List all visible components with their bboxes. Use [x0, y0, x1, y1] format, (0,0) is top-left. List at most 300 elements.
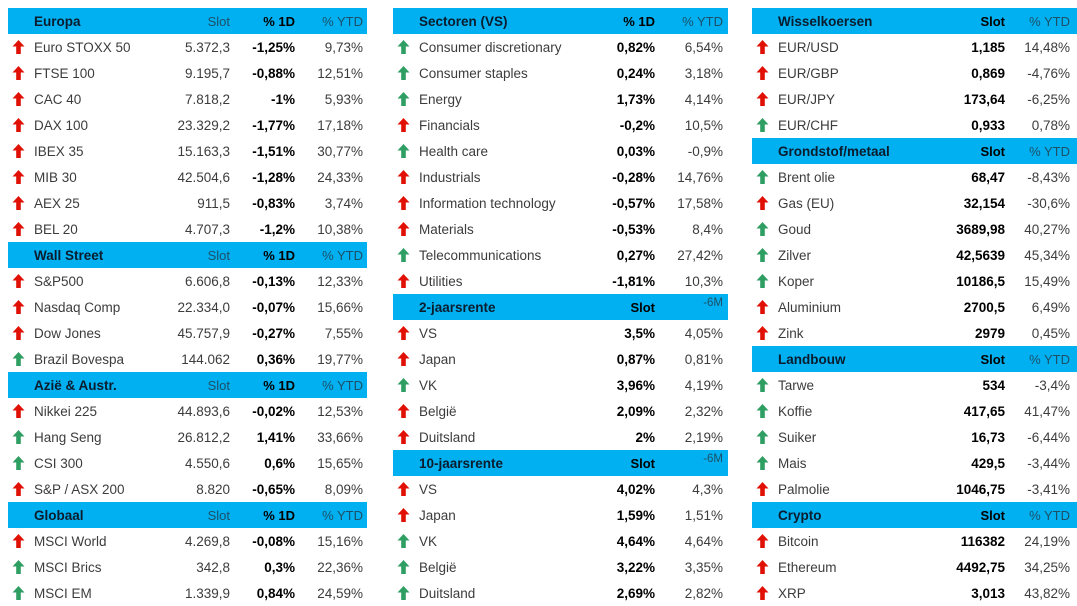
up-arrow-icon [393, 40, 419, 54]
table-row[interactable] [393, 580, 728, 606]
instrument-name: Tarwe [778, 377, 815, 393]
down-arrow-icon [8, 66, 34, 80]
table-row[interactable] [752, 528, 1077, 554]
ytd-value: 10,38% [317, 221, 363, 237]
table-row[interactable] [393, 320, 728, 346]
change-1d-value: -1,51% [252, 143, 295, 159]
column-fx-commodities-crypto [752, 8, 1077, 606]
up-arrow-icon [393, 560, 419, 574]
section-header [752, 8, 1077, 34]
change-1d-value: -1% [270, 91, 295, 107]
ytd-value: 24,33% [317, 169, 363, 185]
section-title: Europa [34, 13, 81, 29]
change-1d-value: -0,53% [612, 221, 655, 237]
table-row[interactable] [393, 372, 728, 398]
ytd-value: 0,45% [1031, 325, 1070, 341]
slot-value: 4.269,8 [184, 533, 230, 549]
header-change-1d-label: % 1D [263, 247, 295, 263]
table-row[interactable] [752, 60, 1077, 86]
instrument-name: DAX 100 [34, 117, 89, 133]
instrument-name: Aluminium [778, 299, 842, 315]
table-row[interactable] [393, 138, 728, 164]
down-arrow-icon [393, 404, 419, 418]
table-row[interactable] [393, 476, 728, 502]
section-rows [752, 164, 1077, 346]
header-change-1d-label: Slot [630, 299, 655, 315]
section-title: Wisselkoersen [778, 13, 873, 29]
ytd-value: 3,18% [684, 65, 723, 81]
slot-value: 4.707,3 [184, 221, 230, 237]
slot-value: 9.195,7 [184, 65, 230, 81]
table-row[interactable] [393, 346, 728, 372]
header-change-1d-label: % 1D [263, 377, 295, 393]
section-title: 2-jaarsrente [419, 299, 496, 315]
up-arrow-icon [752, 404, 778, 418]
change-1d-value: -1,28% [252, 169, 295, 185]
instrument-name: Materials [419, 221, 474, 237]
section-title: Landbouw [778, 351, 846, 367]
header-ytd-label: -6M [703, 297, 723, 309]
header-slot-label: Slot [207, 377, 230, 393]
ytd-value: 14,76% [677, 169, 723, 185]
table-row[interactable] [752, 190, 1077, 216]
header-slot-label: Slot [207, 507, 230, 523]
market-dashboard [8, 8, 1077, 606]
header-change-1d-label: Slot [980, 143, 1005, 159]
table-row[interactable] [8, 294, 367, 320]
table-row[interactable] [8, 398, 367, 424]
section-title: Wall Street [34, 247, 104, 263]
ytd-value: -6,44% [1027, 429, 1070, 445]
section-rows [752, 528, 1077, 606]
down-arrow-icon [8, 326, 34, 340]
slot-value: 15.163,3 [177, 143, 230, 159]
instrument-name: EUR/CHF [778, 117, 838, 133]
table-row[interactable] [8, 528, 367, 554]
instrument-name: AEX 25 [34, 195, 80, 211]
down-arrow-icon [393, 352, 419, 366]
section-header [8, 8, 367, 34]
change-1d-value: 2979 [974, 325, 1005, 341]
instrument-name: Industrials [419, 169, 481, 185]
up-arrow-icon [8, 560, 34, 574]
table-row[interactable] [393, 528, 728, 554]
section-title: Crypto [778, 507, 822, 523]
ytd-value: 10,3% [684, 273, 723, 289]
ytd-value: 9,73% [324, 39, 363, 55]
down-arrow-icon [8, 482, 34, 496]
instrument-name: Financials [419, 117, 480, 133]
down-arrow-icon [8, 170, 34, 184]
change-1d-value: -1,2% [259, 221, 295, 237]
section-header [752, 138, 1077, 164]
ytd-value: 24,19% [1024, 533, 1070, 549]
ytd-value: 14,48% [1024, 39, 1070, 55]
change-1d-value: 0,933 [971, 117, 1005, 133]
instrument-name: Nikkei 225 [34, 403, 98, 419]
section-header [393, 450, 728, 476]
instrument-name: VK [419, 377, 438, 393]
instrument-name: XRP [778, 585, 806, 601]
instrument-name: IBEX 35 [34, 143, 84, 159]
section-title: Sectoren (VS) [419, 13, 508, 29]
table-row[interactable] [8, 476, 367, 502]
up-arrow-icon [8, 456, 34, 470]
table-row[interactable] [8, 346, 367, 372]
table-row[interactable] [393, 554, 728, 580]
instrument-name: Consumer discretionary [419, 39, 562, 55]
market-section [752, 502, 1077, 606]
table-row[interactable] [8, 580, 367, 606]
market-section [8, 8, 367, 242]
slot-value: 911,5 [197, 195, 230, 211]
change-1d-value: 3,013 [971, 585, 1005, 601]
instrument-name: Dow Jones [34, 325, 101, 341]
change-1d-value: -1,25% [252, 39, 295, 55]
change-1d-value: 2,69% [616, 585, 655, 601]
up-arrow-icon [393, 92, 419, 106]
section-header [8, 502, 367, 528]
table-row[interactable] [8, 450, 367, 476]
section-header [8, 242, 367, 268]
header-ytd-label: % YTD [322, 13, 363, 29]
ytd-value: 3,74% [324, 195, 363, 211]
table-row[interactable] [393, 502, 728, 528]
slot-value: 45.757,9 [177, 325, 230, 341]
ytd-value: 34,25% [1024, 559, 1070, 575]
header-ytd-label: % YTD [322, 507, 363, 523]
table-row[interactable] [752, 216, 1077, 242]
down-arrow-icon [8, 404, 34, 418]
ytd-value: 12,33% [317, 273, 363, 289]
column-sectors-rates [393, 8, 728, 606]
ytd-value: 30,77% [317, 143, 363, 159]
table-row[interactable] [8, 112, 367, 138]
section-title: Azië & Austr. [34, 377, 117, 393]
table-row[interactable] [752, 450, 1077, 476]
instrument-name: S&P500 [34, 273, 84, 289]
table-row[interactable] [752, 320, 1077, 346]
down-arrow-icon [8, 118, 34, 132]
header-ytd-label: % YTD [1029, 143, 1070, 159]
ytd-value: -3,41% [1027, 481, 1070, 497]
ytd-value: 4,19% [684, 377, 723, 393]
change-1d-value: -0,83% [252, 195, 295, 211]
down-arrow-icon [393, 430, 419, 444]
table-row[interactable] [752, 476, 1077, 502]
change-1d-value: 16,73 [971, 429, 1005, 445]
slot-value: 8.820 [196, 481, 230, 497]
ytd-value: 24,59% [317, 585, 363, 601]
change-1d-value: 3,5% [624, 325, 655, 341]
section-header [752, 346, 1077, 372]
ytd-value: 17,58% [677, 195, 723, 211]
instrument-name: MSCI EM [34, 585, 92, 601]
down-arrow-icon [393, 326, 419, 340]
section-header [752, 502, 1077, 528]
instrument-name: MIB 30 [34, 169, 77, 185]
down-arrow-icon [752, 586, 778, 600]
down-arrow-icon [8, 534, 34, 548]
down-arrow-icon [8, 40, 34, 54]
header-change-1d-label: % 1D [623, 13, 655, 29]
slot-value: 23.329,2 [177, 117, 230, 133]
instrument-name: Koper [778, 273, 815, 289]
ytd-value: -3,4% [1034, 377, 1070, 393]
instrument-name: EUR/USD [778, 39, 839, 55]
table-row[interactable] [752, 580, 1077, 606]
change-1d-value: 2% [635, 429, 655, 445]
up-arrow-icon [752, 274, 778, 288]
change-1d-value: 0,6% [264, 455, 295, 471]
ytd-value: 1,51% [684, 507, 723, 523]
change-1d-value: 3,22% [616, 559, 655, 575]
change-1d-value: -0,27% [252, 325, 295, 341]
section-header [393, 8, 728, 34]
instrument-name: Mais [778, 455, 807, 471]
down-arrow-icon [752, 326, 778, 340]
down-arrow-icon [752, 196, 778, 210]
ytd-value: 15,66% [317, 299, 363, 315]
instrument-name: MSCI Brics [34, 559, 102, 575]
table-row[interactable] [752, 34, 1077, 60]
change-1d-value: 0,36% [256, 351, 295, 367]
ytd-value: 15,49% [1024, 273, 1070, 289]
down-arrow-icon [393, 196, 419, 210]
instrument-name: Nasdaq Comp [34, 299, 121, 315]
ytd-value: 33,66% [317, 429, 363, 445]
ytd-value: 40,27% [1024, 221, 1070, 237]
table-row[interactable] [393, 34, 728, 60]
ytd-value: 12,51% [317, 65, 363, 81]
ytd-value: 15,16% [317, 533, 363, 549]
section-rows [393, 476, 728, 606]
ytd-value: 22,36% [317, 559, 363, 575]
ytd-value: 7,55% [324, 325, 363, 341]
instrument-name: Gas (EU) [778, 195, 835, 211]
header-slot-label: Slot [207, 247, 230, 263]
instrument-name: FTSE 100 [34, 65, 95, 81]
change-1d-value: 1046,75 [956, 481, 1005, 497]
header-change-1d-label: Slot [980, 13, 1005, 29]
change-1d-value: 0,3% [264, 559, 295, 575]
instrument-name: Health care [419, 143, 489, 159]
ytd-value: 4,14% [684, 91, 723, 107]
slot-value: 4.550,6 [184, 455, 230, 471]
market-section [752, 138, 1077, 346]
table-row[interactable] [8, 86, 367, 112]
table-row[interactable] [393, 242, 728, 268]
table-row[interactable] [752, 424, 1077, 450]
table-row[interactable] [393, 86, 728, 112]
table-row[interactable] [752, 242, 1077, 268]
table-row[interactable] [752, 372, 1077, 398]
up-arrow-icon [393, 248, 419, 262]
table-row[interactable] [8, 190, 367, 216]
table-row[interactable] [393, 424, 728, 450]
down-arrow-icon [393, 274, 419, 288]
change-1d-value: 116382 [960, 533, 1005, 549]
change-1d-value: -0,02% [252, 403, 295, 419]
table-row[interactable] [393, 398, 728, 424]
table-row[interactable] [752, 86, 1077, 112]
ytd-value: 6,49% [1031, 299, 1070, 315]
instrument-name: Goud [778, 221, 812, 237]
down-arrow-icon [752, 534, 778, 548]
column-indices [8, 8, 367, 606]
change-1d-value: 0,24% [616, 65, 655, 81]
instrument-name: VK [419, 533, 438, 549]
header-ytd-label: % YTD [322, 247, 363, 263]
down-arrow-icon [393, 482, 419, 496]
instrument-name: Japan [419, 351, 456, 367]
instrument-name: CSI 300 [34, 455, 83, 471]
market-section [393, 294, 728, 450]
header-change-1d-label: Slot [980, 507, 1005, 523]
ytd-value: 43,82% [1024, 585, 1070, 601]
change-1d-value: -0,08% [252, 533, 295, 549]
table-row[interactable] [8, 138, 367, 164]
change-1d-value: 3,96% [616, 377, 655, 393]
table-row[interactable] [752, 164, 1077, 190]
slot-value: 42.504,6 [177, 169, 230, 185]
instrument-name: EUR/JPY [778, 91, 836, 107]
up-arrow-icon [393, 586, 419, 600]
section-header [393, 294, 728, 320]
ytd-value: 8,09% [324, 481, 363, 497]
down-arrow-icon [752, 66, 778, 80]
section-rows [752, 34, 1077, 138]
instrument-name: Ethereum [778, 559, 837, 575]
table-row[interactable] [8, 554, 367, 580]
instrument-name: VS [419, 481, 438, 497]
down-arrow-icon [393, 508, 419, 522]
section-rows [393, 320, 728, 450]
down-arrow-icon [8, 274, 34, 288]
change-1d-value: 0,27% [616, 247, 655, 263]
change-1d-value: -0,28% [612, 169, 655, 185]
table-row[interactable] [752, 554, 1077, 580]
market-section [393, 8, 728, 294]
up-arrow-icon [752, 248, 778, 262]
ytd-value: -4,76% [1027, 65, 1070, 81]
instrument-name: CAC 40 [34, 91, 82, 107]
table-row[interactable] [393, 190, 728, 216]
change-1d-value: 0,87% [616, 351, 655, 367]
instrument-name: Telecommunications [419, 247, 542, 263]
change-1d-value: 2700,5 [963, 299, 1005, 315]
instrument-name: Zink [778, 325, 804, 341]
instrument-name: Energy [419, 91, 462, 107]
change-1d-value: 0,869 [971, 65, 1005, 81]
table-row[interactable] [8, 268, 367, 294]
header-ytd-label: -6M [703, 453, 723, 465]
section-rows [8, 268, 367, 372]
header-change-1d-label: Slot [630, 455, 655, 471]
market-section [393, 450, 728, 606]
change-1d-value: 1,73% [616, 91, 655, 107]
change-1d-value: -0,88% [252, 65, 295, 81]
change-1d-value: -0,2% [619, 117, 655, 133]
section-rows [8, 528, 367, 606]
table-row[interactable] [8, 216, 367, 242]
market-section [8, 502, 367, 606]
ytd-value: 0,78% [1031, 117, 1070, 133]
ytd-value: 27,42% [677, 247, 723, 263]
instrument-name: Koffie [778, 403, 813, 419]
table-row[interactable] [8, 164, 367, 190]
ytd-value: -0,9% [687, 143, 723, 159]
table-row[interactable] [752, 112, 1077, 138]
header-ytd-label: % YTD [1029, 507, 1070, 523]
down-arrow-icon [393, 222, 419, 236]
instrument-name: Euro STOXX 50 [34, 39, 131, 55]
up-arrow-icon [752, 430, 778, 444]
table-row[interactable] [8, 320, 367, 346]
down-arrow-icon [752, 560, 778, 574]
change-1d-value: 1,185 [971, 39, 1005, 55]
ytd-value: 0,81% [684, 351, 723, 367]
up-arrow-icon [393, 378, 419, 392]
instrument-name: Suiker [778, 429, 817, 445]
table-row[interactable] [8, 60, 367, 86]
slot-value: 342,8 [196, 559, 230, 575]
ytd-value: 2,82% [684, 585, 723, 601]
instrument-name: Duitsland [419, 585, 476, 601]
instrument-name: België [419, 403, 457, 419]
table-row[interactable] [8, 34, 367, 60]
up-arrow-icon [8, 352, 34, 366]
change-1d-value: 3689,98 [956, 221, 1005, 237]
market-section [752, 8, 1077, 138]
instrument-name: Consumer staples [419, 65, 528, 81]
change-1d-value: 0,03% [616, 143, 655, 159]
change-1d-value: 68,47 [971, 169, 1005, 185]
ytd-value: 12,53% [317, 403, 363, 419]
table-row[interactable] [752, 398, 1077, 424]
slot-value: 5.372,3 [184, 39, 230, 55]
up-arrow-icon [393, 66, 419, 80]
header-ytd-label: % YTD [322, 377, 363, 393]
change-1d-value: 10186,5 [956, 273, 1005, 289]
ytd-value: 4,05% [684, 325, 723, 341]
table-row[interactable] [8, 424, 367, 450]
slot-value: 26.812,2 [177, 429, 230, 445]
ytd-value: 2,32% [684, 403, 723, 419]
header-ytd-label: % YTD [1029, 351, 1070, 367]
table-row[interactable] [752, 294, 1077, 320]
section-title: 10-jaarsrente [419, 455, 504, 471]
table-row[interactable] [393, 216, 728, 242]
table-row[interactable] [393, 112, 728, 138]
header-ytd-label: % YTD [1029, 13, 1070, 29]
market-section [752, 346, 1077, 502]
down-arrow-icon [8, 300, 34, 314]
market-section [8, 242, 367, 372]
down-arrow-icon [8, 92, 34, 106]
up-arrow-icon [8, 586, 34, 600]
table-row[interactable] [393, 60, 728, 86]
table-row[interactable] [393, 164, 728, 190]
slot-value: 7.818,2 [184, 91, 230, 107]
change-1d-value: 4492,75 [956, 559, 1005, 575]
ytd-value: 4,3% [692, 481, 723, 497]
change-1d-value: 1,41% [256, 429, 295, 445]
change-1d-value: -0,65% [252, 481, 295, 497]
down-arrow-icon [393, 118, 419, 132]
table-row[interactable] [393, 268, 728, 294]
table-row[interactable] [752, 268, 1077, 294]
